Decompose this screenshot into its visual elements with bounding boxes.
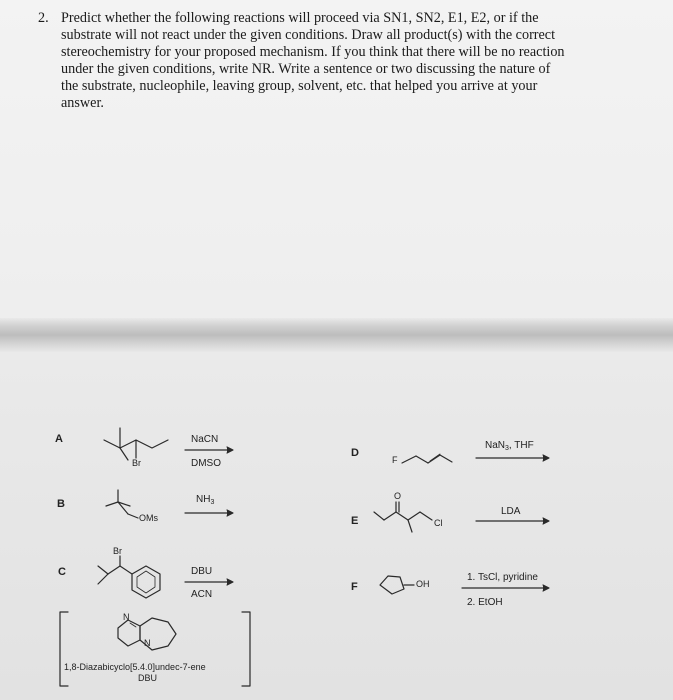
- arrow-c: [185, 579, 233, 585]
- arrow-b: [185, 510, 233, 516]
- reaction-label-f: F: [351, 581, 358, 593]
- structure-d: [402, 454, 452, 463]
- dbu-full-name: 1,8-Diazabicyclo[5.4.0]undec-7-ene: [64, 662, 206, 672]
- reagent-f-top: 1. TsCl, pyridine: [467, 572, 538, 583]
- question-line: substrate will not react under the given conditions. Draw all product(s) with the correct: [61, 26, 556, 43]
- question-line: answer.: [61, 94, 104, 111]
- atom-label-f-d: F: [392, 455, 398, 465]
- reagent-a-bottom: DMSO: [191, 458, 221, 469]
- reagent-d-tail: , THF: [508, 440, 534, 451]
- arrow-f: [462, 585, 549, 591]
- atom-label-cl-e: Cl: [434, 518, 443, 528]
- atom-label-oms-b: OMs: [139, 513, 158, 523]
- reaction-label-a: A: [55, 433, 63, 445]
- reagent-a-top: NaCN: [191, 434, 219, 445]
- reagent-b-sub: 3: [210, 499, 215, 506]
- reagent-f-bottom: 2. EtOH: [467, 597, 503, 608]
- reagent-b-top: [196, 494, 214, 506]
- structure-f: [380, 576, 414, 594]
- reaction-label-c: C: [58, 566, 66, 578]
- atom-label-oh-f: OH: [416, 579, 430, 589]
- reagent-d-sub: 3: [505, 445, 509, 452]
- reaction-label-e: E: [351, 515, 359, 527]
- reagent-c-top: DBU: [191, 566, 213, 577]
- structure-c: [98, 556, 160, 598]
- atom-label-n2-dbu: N: [144, 638, 151, 648]
- reagent-b-main: NH: [196, 494, 211, 505]
- question-line: stereochemistry for your proposed mechanism. If you think that there will be no reaction: [61, 43, 565, 60]
- atom-label-br-a: Br: [132, 458, 141, 468]
- question-number: 2.: [38, 10, 49, 26]
- reaction-label-b: B: [57, 498, 65, 510]
- question-line: under the given conditions, write NR. Write a sentence or two discussing the nature of: [61, 60, 551, 77]
- structure-a: [104, 428, 168, 460]
- arrow-a: [185, 447, 233, 453]
- atom-label-br-c: Br: [113, 546, 122, 556]
- dbu-abbreviation: DBU: [138, 673, 158, 683]
- reaction-label-d: D: [351, 447, 359, 459]
- structure-b: [106, 490, 138, 518]
- structure-e: [374, 502, 432, 532]
- reagent-d-main: NaN: [485, 440, 506, 451]
- atom-label-o-e: O: [394, 491, 402, 501]
- reagent-e-top: LDA: [501, 506, 521, 517]
- arrow-e: [476, 518, 549, 524]
- reagent-c-bottom: ACN: [191, 589, 213, 600]
- arrow-d: [476, 455, 549, 461]
- question-line: Predict whether the following reactions will proceed via SN1, SN2, E1, E2, or if the: [61, 10, 539, 26]
- reagent-d-top: [485, 440, 534, 452]
- question-line: the substrate, nucleophile, leaving group, solvent, etc. that helped you arrive at your: [61, 77, 538, 94]
- atom-label-n1-dbu: N: [123, 612, 130, 622]
